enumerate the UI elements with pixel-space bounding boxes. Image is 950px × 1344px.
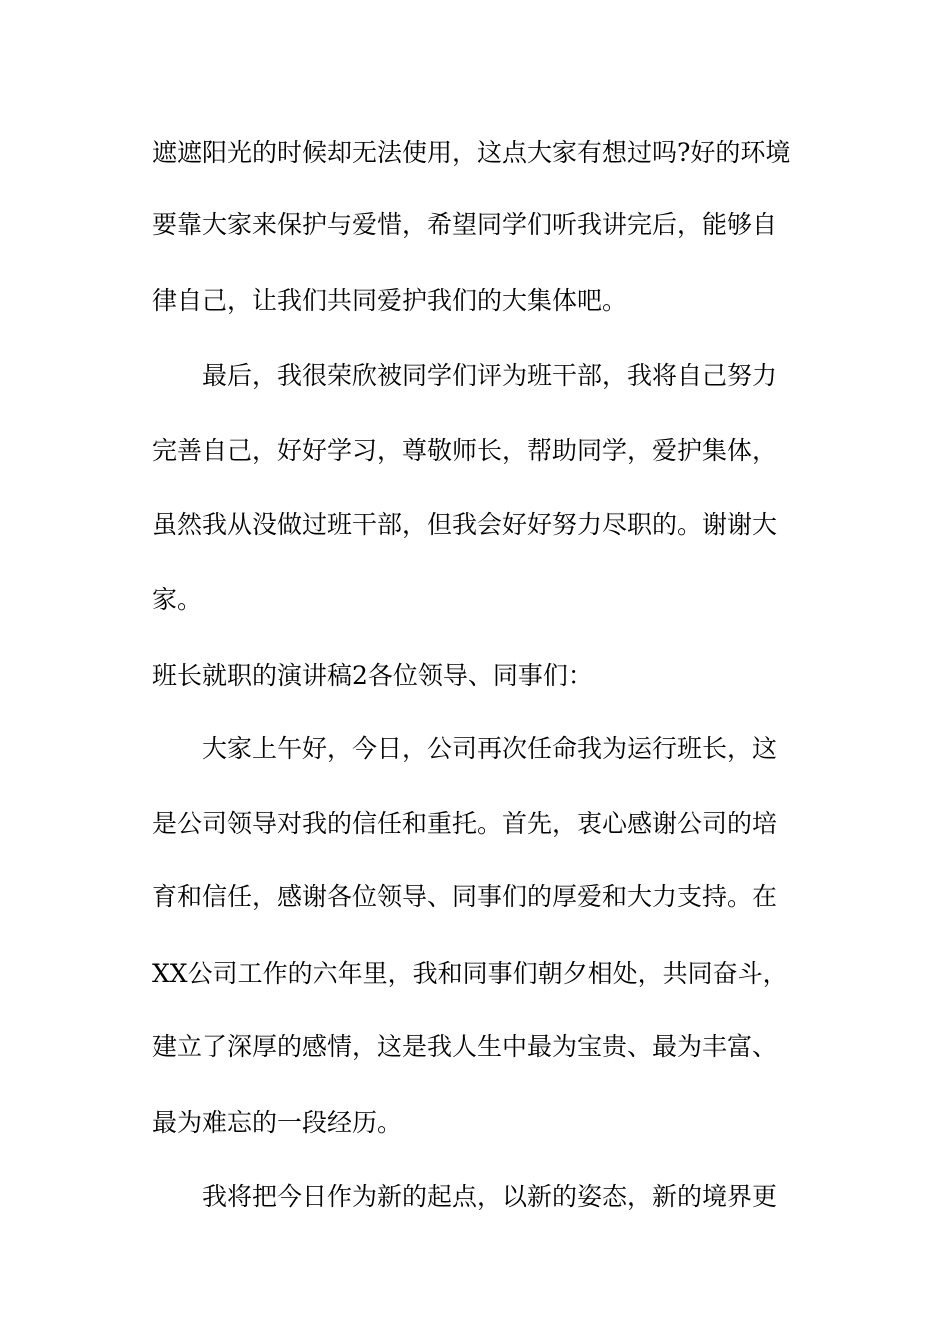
text-line: 律自己，让我们共同爱护我们的大集体吧。 [152, 286, 628, 315]
text-line: 完善自己，好好学习，尊敬师长，帮助同学，爱护集体， [152, 436, 778, 465]
text-line: 育和信任，感谢各位领导、同事们的厚爱和大力支持。在 [152, 882, 778, 911]
text-line: 最为难忘的一段经历。 [152, 1108, 403, 1137]
text-line: 家。 [152, 585, 203, 614]
text-line: 建立了深厚的感情，这是我人生中最为宝贵、最为丰富、 [152, 1032, 778, 1061]
paragraph-first-line: 我将把今日作为新的起点，以新的姿态，新的境界更 [202, 1182, 778, 1211]
paragraph-first-line: 大家上午好，今日，公司再次任命我为运行班长，这 [202, 734, 778, 763]
section-heading: 班长就职的演讲稿2各位领导、同事们： [152, 661, 593, 690]
text-line: XX公司工作的六年里，我和同事们朝夕相处，共同奋斗， [152, 959, 788, 988]
paragraph-first-line: 最后，我很荣欣被同学们评为班干部，我将自己努力 [202, 361, 778, 390]
text-line: 遮遮阳光的时候却无法使用，这点大家有想过吗?好的环境 [152, 138, 791, 167]
text-line: 是公司领导对我的信任和重托。首先，衷心感谢公司的培 [152, 809, 778, 838]
text-line: 虽然我从没做过班干部，但我会好好努力尽职的。谢谢大 [152, 510, 778, 539]
text-line: 要靠大家来保护与爱惜，希望同学们听我讲完后，能够自 [152, 210, 778, 239]
